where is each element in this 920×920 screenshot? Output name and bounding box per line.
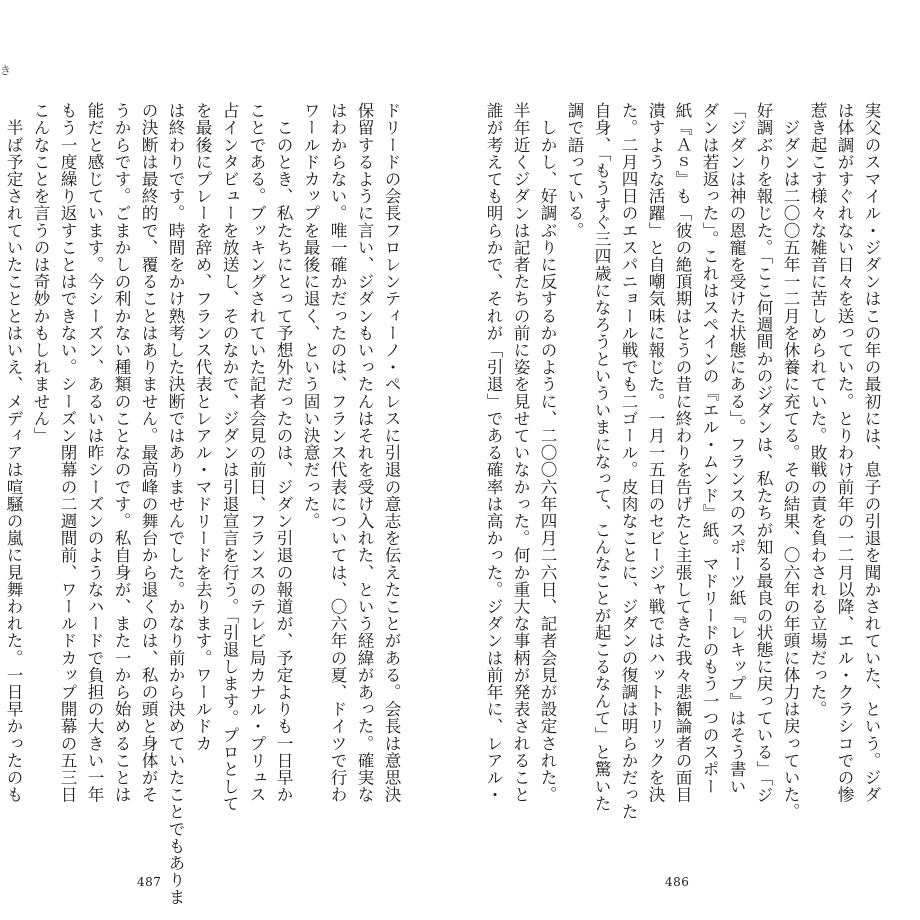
text-line: 半年近くジダンは記者たちの前に姿を見せていなかった。何か重大な事柄が発表されること [511,102,530,804]
text-line: 能だと感じています。今シーズン、あるいは昨シーズンのようなハードで負担の大きい一年 [85,102,104,804]
text-line: 誰が考えても明らかで、それが「引退」である確率は高かった。ジダンは前年に、レアル・ [484,102,503,804]
text-line: た。二月四日のエスパニョール戦でも二ゴール。皮肉なことに、ジダンの復調は明らかだった [619,102,638,821]
text-line: もう一度繰り返すことはできない。シーズン閉幕の二週間前、ワールドカップ開幕の五三日 [58,102,77,804]
text-line: 半ば予定されていたこととはいえ、メディアは喧騒の嵐に見舞われた。一日早かったのも [4,102,23,804]
text-line: こんなことを言うのは奇妙かもしれません」 [31,102,50,444]
text-line: このとき、私たちにとって予想外だったのは、ジダン引退の報道が、予定よりも一日早か [274,102,293,804]
text-line: うからです。ごまかしの利かない種類のことなのです。私自身が、また一から始めることは [112,102,131,804]
text-line: は終わりです。時間をかけ熟考した決断ではありませんでした。かなり前から決めていたことでもありま [166,102,185,906]
text-line: 紙『Ａｓ』も「彼の絶頂期はとうの昔に終わりを告げたと主張してきた我々悲観論者の面目 [673,102,692,804]
text-line: ドリードの会長フロレンティーノ・ペレスに引退の意志を伝えたことがある。会長は意思決 [382,102,401,804]
page-number: 486 [665,875,690,889]
text-line: 潰すような活躍」と自嘲気味に報じた。一月一五日のセビージャ戦ではハットトリックを決 [646,102,665,804]
text-line: は体調がすぐれない日々を送っていた。とりわけ前年の一二月以降、エル・クラシコでの惨 [835,102,854,804]
text-line: の決断は最終的で、覆ることはありません。最高峰の舞台から退くのは、私の頭と身体がそ [139,102,158,804]
text-line: ことである。ブッキングされていた記者会見の前日、フランスのテレビ局カナル・プリュス [247,102,266,804]
text-line: ワールドカップを最後に退く、という固い決意だった。 [301,102,320,530]
text-line: を最後にプレーを辞め、フランス代表とレアル・マドリードを去ります。ワールドカ [193,102,212,752]
page-number: 487 [137,875,162,889]
margin-mark: き [0,64,11,77]
text-line: ダンは若返った」。これはスペインの『エル・ムンド』紙。マドリードのもう一つのスポー [700,102,719,795]
text-line: 「ジダンは神の恩寵を受けた状態にある」。フランスのスポーツ紙『レキップ』はそう書い [727,102,746,795]
text-line: 惹き起こす様々な雑音に苦しめられていた。敗戦の責を負わされる立場だった。 [808,102,827,718]
text-line: 調で語っている。 [565,102,584,239]
text-line: ジダンは二〇〇五年一二月を休養に充てる。その結果、〇六年の年頭に体力は戻っていた。 [781,102,800,821]
text-line: 保留するように言い、ジダンもいったんはそれを受け入れた、という経緯があった。確実な [355,102,374,804]
text-line: はわからない。唯一確かだったのは、フランス代表については、〇六年の夏、ドイツで行わ [328,102,347,804]
text-line: 好調ぶりを報じた。「ここ何週間かのジダンは、私たちが知る最良の状態に戻っている」「ジ [754,102,773,804]
text-line: しかし、好調ぶりに反するかのように、二〇〇六年四月二六日、記者会見が設定された。 [538,102,557,804]
text-line: 自身、「もうすぐ三四歳になろうといういまになって、こんなことが起こるなんて」と驚いた [592,102,611,812]
text-line: 実父のスマイル・ジダンはこの年の最初には、息子の引退を聞かされていた、という。ジダ [862,102,881,804]
right-page [460,0,920,920]
text-line: 占インタビューを放送し、そのなかで、ジダンは引退宣言を行う。「引退します。プロとして [220,102,239,812]
right-page-body [485,102,885,822]
